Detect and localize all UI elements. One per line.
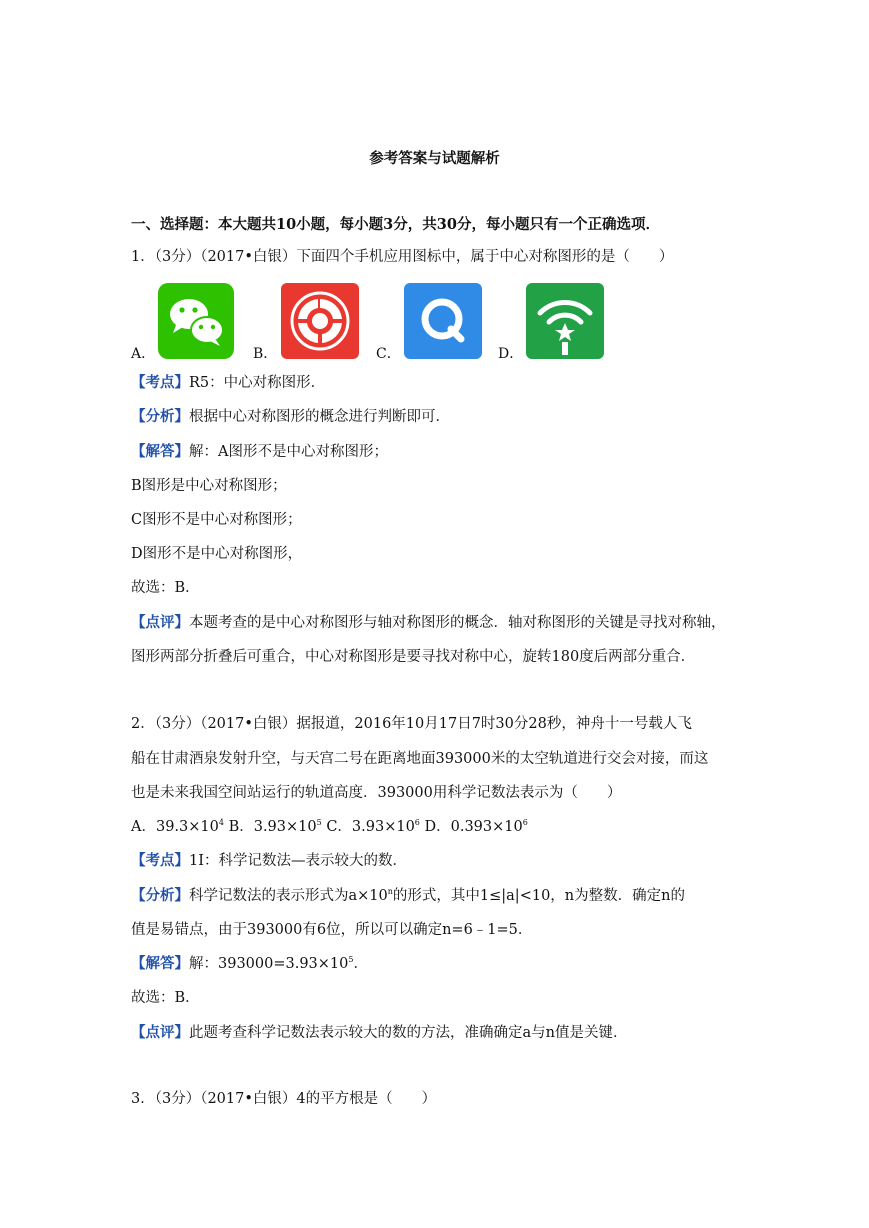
page-title: 参考答案与试题解析 (369, 150, 500, 167)
q2-stem-line-2: 船在甘肃酒泉发射升空，与天宫二号在距离地面393000米的太空轨道进行交会对接，而这 (131, 751, 709, 767)
q1-option-b: B． (253, 346, 278, 362)
fenxi-exp: n (387, 887, 393, 896)
q2-stem-line-1: 2．（3分）（2017•白银）据报道，2016年10月17日7时30分28秒，神舟十一号载人飞 (131, 716, 692, 732)
q1-jieda (131, 442, 388, 462)
q1-option-a: A． (131, 346, 156, 362)
q3-stem: 3．（3分）（2017•白银）4的平方根是（ ） (131, 1091, 437, 1107)
q2-option-d: D．0.393×10 (424, 819, 523, 835)
jieda-text: 解：A图形不是中心对称图形； (189, 444, 388, 460)
fenxi-tag: 【分析】 (131, 887, 189, 904)
kaodian-tag: 【考点】 (131, 374, 189, 391)
jieda-tag: 【解答】 (131, 955, 189, 972)
kaodian-text: 1I：科学记数法—表示较大的数． (189, 853, 407, 869)
q2-option-b-exp: 5 (316, 818, 322, 827)
q2-option-c: C．3.93×10 (326, 819, 415, 835)
sohu-weibo-icon (281, 283, 359, 363)
dianping-text: 本题考查的是中心对称图形与轴对称图形的概念．轴对称图形的关键是寻找对称轴， (189, 615, 726, 631)
kaodian-text: R5：中心对称图形． (189, 375, 326, 391)
fenxi-text: 根据中心对称图形的概念进行判断即可． (189, 409, 450, 425)
q1-option-d: D． (498, 346, 524, 362)
q1-answer: 故选：B． (131, 580, 200, 596)
dianping-tag: 【点评】 (131, 1024, 189, 1041)
q2-option-c-exp: 6 (414, 818, 420, 827)
jieda-exp: 5 (348, 955, 354, 964)
dianping-text: 此题考查科学记数法表示较大的数的方法，准确确定a与n值是关键． (189, 1025, 628, 1041)
q1-dianping-line-2: 图形两部分折叠后可重合，中心对称图形是要寻找对称中心，旋转180度后两部分重合． (131, 649, 696, 665)
q2-dianping (131, 1023, 627, 1043)
fenxi-text-a: 科学记数法的表示形式为a×10 (189, 888, 388, 904)
q2-option-a: A．39.3×10 (131, 819, 219, 835)
wifi-tower-icon (526, 283, 604, 363)
q2-options (131, 817, 528, 837)
q1-jieda-line-4: D图形不是中心对称图形， (131, 546, 303, 562)
q2-option-b: B．3.93×10 (228, 819, 317, 835)
q2-stem-line-3: 也是未来我国空间站运行的轨道高度．393000用科学记数法表示为（ ） (131, 785, 622, 801)
q2-answer: 故选：B． (131, 990, 200, 1006)
dianping-tag: 【点评】 (131, 614, 189, 631)
q2-fenxi (131, 886, 685, 906)
q1-stem: 1．（3分）（2017•白银）下面四个手机应用图标中，属于中心对称图形的是（ ） (131, 249, 674, 265)
jieda-tag: 【解答】 (131, 443, 189, 460)
jieda-text: 解：393000=3.93×10 (189, 956, 349, 972)
q1-kaodian (131, 373, 325, 393)
search-q-icon (404, 283, 482, 363)
q1-jieda-line-3: C图形不是中心对称图形； (131, 512, 302, 528)
fenxi-text-b: 的形式，其中1≤|a|<10，n为整数．确定n的 (392, 888, 685, 904)
q1-fenxi (131, 407, 450, 427)
section-heading: 一、选择题：本大题共10小题，每小题3分，共30分，每小题只有一个正确选项． (131, 216, 660, 233)
kaodian-tag: 【考点】 (131, 852, 189, 869)
q2-option-d-exp: 6 (522, 818, 528, 827)
q1-option-c: C． (376, 346, 401, 362)
fenxi-tag: 【分析】 (131, 408, 189, 425)
jieda-end: ． (353, 956, 368, 972)
q2-jieda (131, 954, 368, 974)
q1-jieda-line-2: B图形是中心对称图形； (131, 478, 287, 494)
q1-dianping (131, 613, 726, 633)
q2-option-a-exp: 4 (218, 818, 224, 827)
q2-fenxi-line-2: 值是易错点，由于393000有6位，所以可以确定n=6﹣1=5． (131, 922, 533, 938)
q2-kaodian (131, 851, 407, 871)
wechat-icon (158, 283, 234, 363)
